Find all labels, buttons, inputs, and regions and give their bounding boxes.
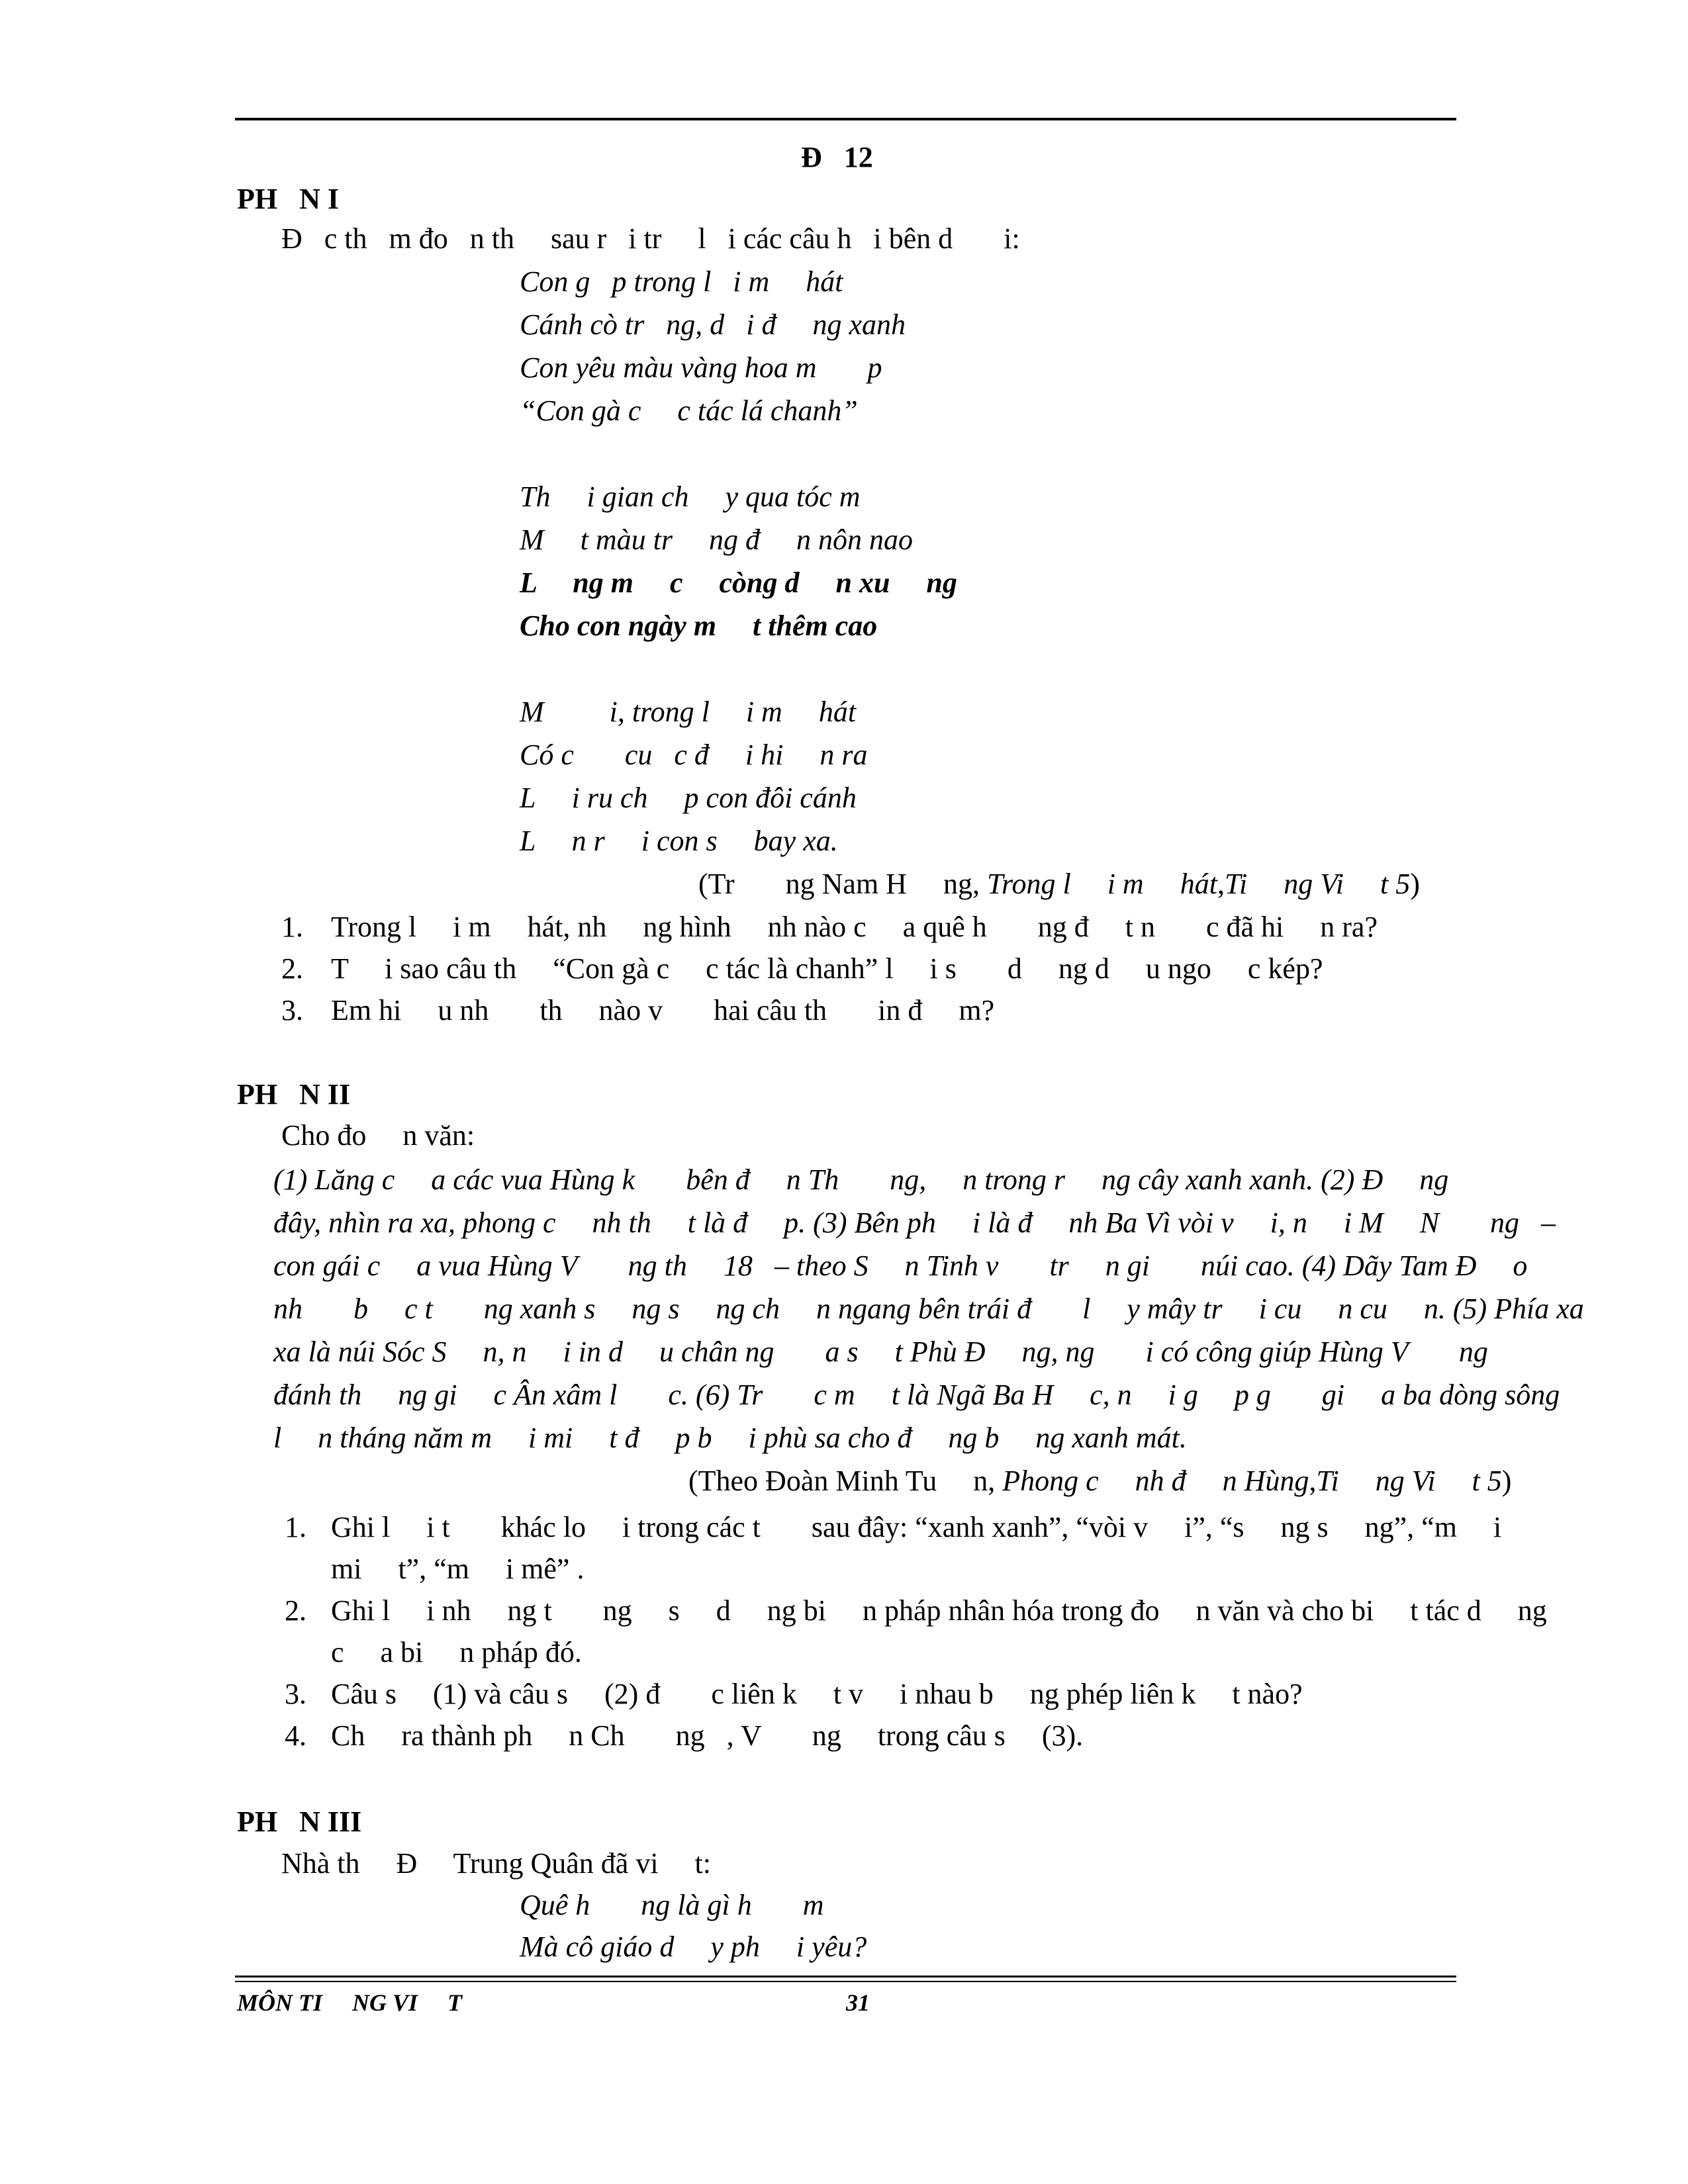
paragraph-line: đây, nhìn ra xa, phong c nh th t là đ p. (3) Bên ph i là đ nh Ba Vì vòi v i, n i M N ng – <box>273 1206 1556 1239</box>
question-number: 2. <box>281 952 303 985</box>
poem-line: M i, trong l i m hát <box>520 696 857 728</box>
header-rule <box>235 118 1456 120</box>
source-work: Trong l i m hát <box>986 868 1217 900</box>
question-text-cont: mi t”, “m i mê” . <box>331 1553 585 1585</box>
footer-rule-bottom <box>235 1981 1456 1982</box>
page-number: 31 <box>846 1989 870 2016</box>
question-number: 4. <box>285 1719 306 1752</box>
source-author: (Tr ng Nam H ng, <box>698 868 987 900</box>
question-number: 1. <box>281 911 303 943</box>
part3-heading: PH N III <box>237 1805 362 1838</box>
question-number: 3. <box>285 1678 306 1710</box>
footer-subject: MÔN TI NG VI T <box>237 1989 463 2016</box>
question-text: Ghi l i nh ng t ng s d ng bi n pháp nhân hóa trong đo n văn và cho bi t tác d ng <box>331 1594 1547 1627</box>
poem-line: Cánh cò tr ng, d i đ ng xanh <box>520 308 906 341</box>
source-book: Ti ng Vi t 5 <box>1224 868 1411 900</box>
question-text: Câu s (1) và câu s (2) đ c liên k t v i nhau b ng phép liên k t nào? <box>331 1678 1303 1710</box>
poem-line: “Con gà c c tác lá chanh” <box>520 394 858 427</box>
question-text-cont: c a bi n pháp đó. <box>331 1636 582 1668</box>
question-text: Ghi l i t khác lo i trong các t sau đây: “xanh xanh”, “vòi v i”, “s ng s ng”, “m i <box>331 1511 1502 1543</box>
poem-line: L n r i con s bay xa. <box>520 825 838 857</box>
part1-intro: Đ c th m đo n th sau r i tr l i các câu h i bên d i: <box>281 222 1020 255</box>
poem-line: Mà cô giáo d y ph i yêu? <box>520 1931 867 1963</box>
question-number: 2. <box>285 1594 306 1627</box>
paragraph-line: con gái c a vua Hùng V ng th 18 – theo S n Tinh v tr n gi núi cao. (4) Dãy Tam Đ o <box>273 1250 1528 1282</box>
source-separator: , <box>1217 868 1225 900</box>
poem-line-bold: L ng m c còng d n xu ng <box>520 567 957 599</box>
question-number: 3. <box>281 994 303 1026</box>
part2-intro: Cho đo n văn: <box>281 1119 475 1152</box>
part2-heading: PH N II <box>237 1078 351 1111</box>
footer-rule-top <box>235 1976 1456 1978</box>
poem-line: Quê h ng là gì h m <box>520 1889 824 1921</box>
poem-line: Th i gian ch y qua tóc m <box>520 480 861 513</box>
poem-line: L i ru ch p con đôi cánh <box>520 782 857 814</box>
part3-intro: Nhà th Đ Trung Quân đã vi t: <box>281 1847 711 1880</box>
paragraph-line: nh b c t ng xanh s ng s ng ch n ngang bên trái đ l y mây tr i cu n cu n. (5) Phía xa <box>273 1293 1584 1325</box>
source-book: Ti ng Vi t 5 <box>1316 1465 1502 1497</box>
question-text: Trong l i m hát, nh ng hình nh nào c a quê h ng đ t n c đã hi n ra? <box>331 911 1378 943</box>
poem-line: Con yêu màu vàng hoa m p <box>520 351 882 384</box>
question-text: Em hi u nh th nào v hai câu th in đ m? <box>331 994 995 1026</box>
source-separator: , <box>1309 1465 1317 1497</box>
source-author: (Theo Đoàn Minh Tu n, <box>688 1465 1003 1497</box>
poem-line: Có c cu c đ i hi n ra <box>520 739 868 771</box>
part1-source <box>698 867 1420 901</box>
question-text: Ch ra thành ph n Ch ng , V ng trong câu s (3). <box>331 1719 1084 1752</box>
poem-line: M t màu tr ng đ n nôn nao <box>520 523 913 556</box>
paragraph-line: (1) Lăng c a các vua Hùng k bên đ n Th ng, n trong r ng cây xanh xanh. (2) Đ ng <box>273 1163 1449 1196</box>
question-text: T i sao câu th “Con gà c c tác là chanh” l i s d ng d u ngo c kép? <box>331 952 1323 985</box>
paragraph-line: l n tháng năm m i mi t đ p b i phù sa cho đ ng b ng xanh mát. <box>273 1422 1187 1454</box>
poem-line: Con g p trong l i m hát <box>520 265 843 298</box>
part2-source <box>688 1464 1511 1498</box>
source-close: ) <box>1410 868 1420 900</box>
source-close: ) <box>1501 1465 1512 1497</box>
part1-heading: PH N I <box>237 183 339 215</box>
poem-line-bold: Cho con ngày m t thêm cao <box>520 610 878 642</box>
paragraph-line: xa là núi Sóc S n, n i in d u chân ng a s t Phù Đ ng, ng i có công giúp Hùng V ng <box>273 1336 1488 1368</box>
source-work: Phong c nh đ n Hùng <box>1002 1465 1309 1497</box>
page-title: Đ 12 <box>801 141 873 173</box>
paragraph-line: đánh th ng gi c Ân xâm l c. (6) Tr c m t là Ngã Ba H c, n i g p g gi a ba dòng sông <box>273 1379 1560 1411</box>
question-number: 1. <box>285 1511 306 1543</box>
